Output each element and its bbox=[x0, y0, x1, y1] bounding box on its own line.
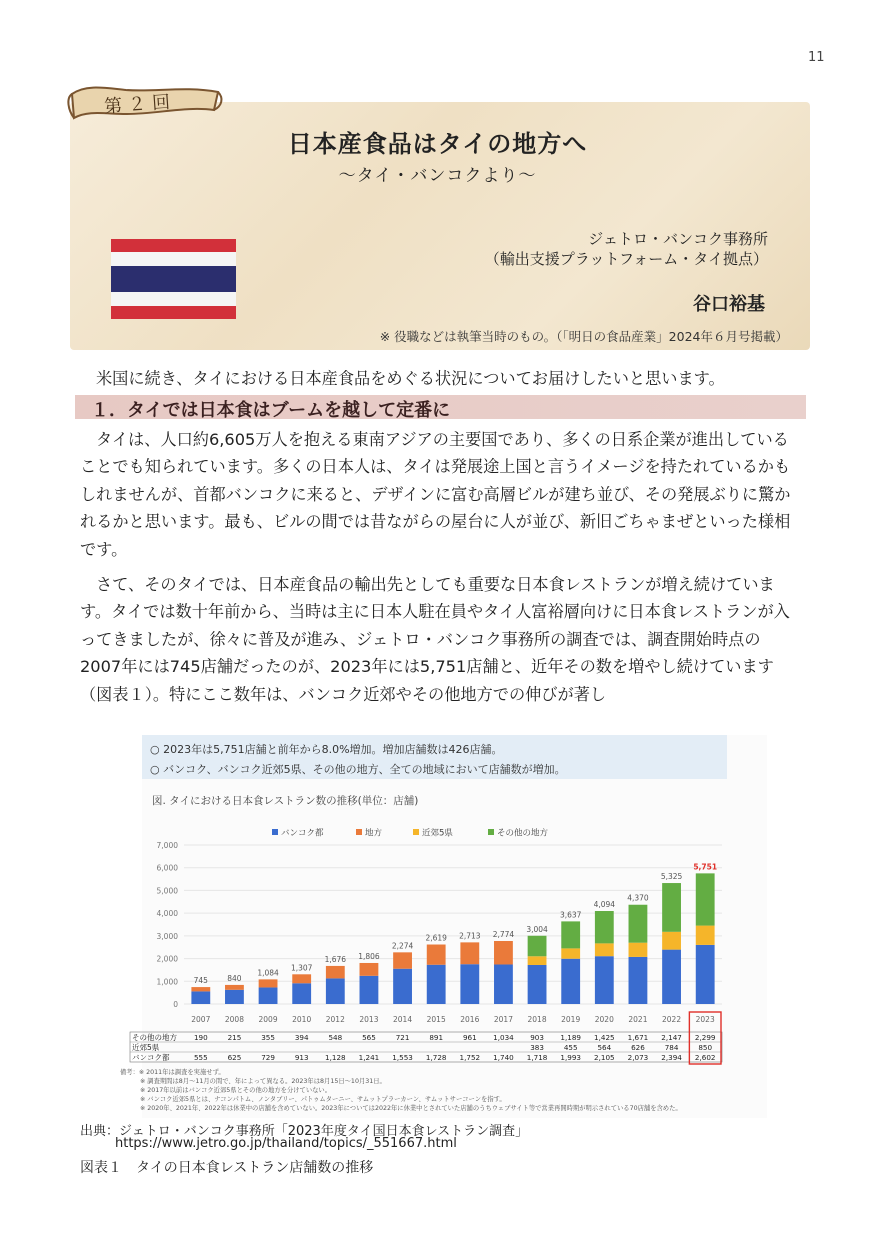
legend-label: 地方 bbox=[365, 828, 383, 839]
bar-segment bbox=[662, 883, 681, 932]
legend-label: バンコク都 bbox=[281, 828, 324, 839]
data-table-cell: 626 bbox=[631, 1043, 645, 1052]
legend-swatch bbox=[488, 829, 494, 835]
thailand-flag-icon bbox=[111, 239, 236, 319]
bar-segment bbox=[225, 990, 244, 1004]
bar-segment bbox=[528, 936, 547, 957]
x-tick-label: 2018 bbox=[527, 1015, 547, 1024]
data-table-cell: 1,034 bbox=[493, 1033, 514, 1042]
figure-note: ※ バンコク近郊5県とは、ナコンパトム、ノンタブリー、パトゥムターニー、サムットプラーカーン、サムットサーコーンを指す。 bbox=[140, 1096, 506, 1103]
x-tick-label: 2014 bbox=[393, 1015, 413, 1024]
bar-segment bbox=[326, 978, 345, 1004]
y-tick-label: 1,000 bbox=[156, 977, 178, 987]
bar-total-label: 1,307 bbox=[290, 963, 313, 973]
data-table-cell: 190 bbox=[193, 1033, 208, 1042]
x-tick-label: 2009 bbox=[258, 1015, 278, 1024]
y-tick-label: 0 bbox=[173, 1000, 178, 1009]
bar-segment bbox=[629, 957, 648, 1004]
bar-segment bbox=[225, 985, 244, 990]
bar-segment bbox=[326, 966, 345, 978]
data-table-cell: 1,718 bbox=[526, 1053, 548, 1062]
bar-total-label: 3,004 bbox=[526, 924, 548, 934]
x-tick-label: 2007 bbox=[191, 1015, 211, 1024]
bar-total-label: 745 bbox=[193, 976, 208, 986]
bar-segment bbox=[662, 932, 681, 950]
figure-note: ※ 2020年、2021年、2022年は休業中の店舗を含めていない。2023年については2022年に休業中とされていた店舗のうちウェブサイト等で営業再開時期が明示されている70店舗を含めた。 bbox=[140, 1105, 682, 1112]
episode-label: 第２回 bbox=[103, 91, 177, 118]
section-heading-bar bbox=[75, 395, 806, 419]
bar-segment bbox=[292, 974, 311, 983]
bar-segment bbox=[360, 963, 379, 976]
data-table-cell: 2,299 bbox=[694, 1033, 716, 1042]
legend-label: その他の地方 bbox=[497, 828, 549, 839]
data-table-cell: 1,553 bbox=[392, 1053, 413, 1062]
y-tick-label: 2,000 bbox=[156, 954, 178, 964]
bar-segment bbox=[595, 943, 614, 956]
x-tick-label: 2008 bbox=[224, 1015, 244, 1024]
publication-note: ※ 役職などは執筆当時のもの。（「明日の食品産業」2024年６月号掲載） bbox=[379, 329, 788, 344]
data-table-cell: 455 bbox=[563, 1043, 578, 1052]
data-table-cell: 1,189 bbox=[560, 1033, 581, 1042]
figure-summary-2: ○ バンコク、バンコク近郊5県、その他の地方、全ての地域において店舗数が増加。 bbox=[150, 763, 566, 776]
x-tick-label: 2016 bbox=[460, 1015, 480, 1024]
bar-total-label: 2,619 bbox=[425, 933, 447, 943]
bar-total-label: 1,084 bbox=[257, 968, 279, 978]
bar-total-label: 2,713 bbox=[459, 931, 481, 941]
bar-segment bbox=[259, 987, 278, 1004]
data-table-cell: 729 bbox=[261, 1053, 275, 1062]
data-table-cell: 2,105 bbox=[594, 1053, 615, 1062]
bar-segment bbox=[561, 959, 580, 1004]
figure-1 bbox=[120, 735, 767, 1118]
bar-total-label: 4,094 bbox=[593, 900, 616, 910]
data-table-cell: 564 bbox=[597, 1043, 612, 1052]
bar-segment bbox=[360, 976, 379, 1004]
figure-inner-title: 図. タイにおける日本食レストラン数の推移(単位：店舗) bbox=[152, 795, 419, 807]
y-tick-label: 4,000 bbox=[156, 909, 178, 919]
x-tick-label: 2015 bbox=[426, 1015, 446, 1024]
x-tick-label: 2017 bbox=[493, 1015, 513, 1024]
bar-total-label: 5,751 bbox=[693, 862, 718, 872]
y-tick-label: 3,000 bbox=[156, 931, 178, 941]
y-tick-label: 7,000 bbox=[156, 841, 178, 850]
data-table-cell: 913 bbox=[294, 1053, 309, 1062]
data-table-cell: 2,602 bbox=[694, 1053, 716, 1062]
data-table-cell: 1,728 bbox=[425, 1053, 447, 1062]
bar-segment bbox=[460, 964, 479, 1004]
bar-segment bbox=[561, 948, 580, 958]
x-tick-label: 2012 bbox=[325, 1015, 345, 1024]
bar-segment bbox=[393, 952, 412, 968]
organization-name: ジェトロ・バンコク事務所 bbox=[588, 230, 768, 248]
y-tick-label: 5,000 bbox=[156, 886, 178, 896]
page-number: 11 bbox=[808, 50, 825, 65]
data-table-cell: 394 bbox=[294, 1033, 309, 1042]
bar-segment bbox=[595, 911, 614, 943]
author-name: 谷口裕基 bbox=[693, 294, 765, 315]
data-table-cell: 215 bbox=[227, 1033, 242, 1042]
bar-total-label: 2,274 bbox=[391, 941, 414, 951]
bar-segment bbox=[191, 991, 210, 1004]
article-subtitle: ～タイ・バンコクより～ bbox=[338, 166, 537, 186]
bar-segment bbox=[393, 969, 412, 1004]
bar-segment bbox=[696, 873, 715, 925]
legend-swatch bbox=[272, 829, 278, 835]
data-table-cell: 1,241 bbox=[358, 1053, 380, 1062]
x-tick-label: 2010 bbox=[292, 1015, 312, 1024]
paragraph-1: タイは、人口約6,605万人を抱える東南アジアの主要国であり、多くの日系企業が進出していることでも知られています。多くの日本人は、タイは発展途上国と言うイメージを持たれているかもしれませんが、首都バンコクに来ると、デザインに富む高層ビルが建ち並び、その発展ぶりに驚かれるかと思います。最も、ビルの間では昔ながらの屋台に人が並び、新旧ごちゃまぜといった様相です。 bbox=[80, 430, 791, 559]
data-table-cell: 721 bbox=[395, 1033, 410, 1042]
data-table-cell: 850 bbox=[698, 1043, 713, 1052]
data-table-cell: 1,671 bbox=[627, 1033, 649, 1042]
bar-segment bbox=[528, 965, 547, 1004]
figure-summary-1: ○ 2023年は5,751店舗と前年から8.0%増加。増加店舗数は426店舗。 bbox=[150, 743, 503, 756]
x-tick-label: 2022 bbox=[662, 1015, 682, 1024]
data-table-cell: 1,740 bbox=[493, 1053, 514, 1062]
bar-segment bbox=[662, 950, 681, 1004]
bar-segment bbox=[629, 905, 648, 943]
data-table-cell: 383 bbox=[530, 1043, 544, 1052]
data-table-cell: 961 bbox=[462, 1033, 477, 1042]
legend-label: 近郊5県 bbox=[422, 828, 453, 839]
x-tick-label: 2023 bbox=[695, 1015, 715, 1024]
bar-total-label: 840 bbox=[227, 973, 242, 983]
source-citation: 出典：ジェトロ・バンコク事務所「2023年度タイ国日本食レストラン調査」 bbox=[80, 1124, 529, 1139]
bar-segment bbox=[629, 943, 648, 957]
bar-segment bbox=[427, 965, 446, 1004]
bar-total-label: 1,806 bbox=[358, 951, 380, 961]
article-title: 日本産食品はタイの地方へ bbox=[287, 130, 588, 158]
data-table-cell: 891 bbox=[429, 1033, 444, 1042]
data-table-cell: 625 bbox=[227, 1053, 242, 1062]
bar-segment bbox=[595, 956, 614, 1004]
paragraph-2: さて、そのタイでは、日本産食品の輸出先としても重要な日本食レストランが増え続けています。タイでは数十年前から、当時は主に日本人駐在員やタイ人富裕層向けに日本食レストランが入ってきましたが、徐々に普及が進み、ジェトロ・バンコク事務所の調査では、調査開始時点の2007年には745店舗だったのが、2023年には5,751店舗と、近年その数を増やし続けています（図表１）。特にここ数年は、バンコク近郊やその他地方での伸びが著し bbox=[80, 575, 790, 704]
x-tick-label: 2021 bbox=[628, 1015, 648, 1024]
data-table-cell: 903 bbox=[530, 1033, 544, 1042]
data-table-cell: 1,993 bbox=[560, 1053, 581, 1062]
data-table-cell: 355 bbox=[261, 1033, 275, 1042]
figure-note: ※ 2017年以前はバンコク近郊5県とその他の地方を分けていない。 bbox=[140, 1087, 332, 1094]
data-table-cell: 565 bbox=[362, 1033, 376, 1042]
data-table-row-label: バンコク都 bbox=[132, 1053, 170, 1062]
bar-segment bbox=[427, 945, 446, 965]
data-table-cell: 1,128 bbox=[325, 1053, 346, 1062]
y-tick-label: 6,000 bbox=[156, 863, 178, 873]
intro-paragraph: 米国に続き、タイにおける日本産食品をめぐる状況についてお届けしたいと思います。 bbox=[96, 369, 725, 388]
legend-swatch bbox=[413, 829, 419, 835]
bar-segment bbox=[528, 956, 547, 965]
bar-segment bbox=[292, 983, 311, 1004]
data-table-row-label: 近郊5県 bbox=[132, 1043, 160, 1052]
x-tick-label: 2020 bbox=[594, 1015, 614, 1024]
legend-swatch bbox=[356, 829, 362, 835]
data-table-cell: 2,073 bbox=[627, 1053, 649, 1062]
bar-total-label: 4,370 bbox=[627, 893, 649, 903]
bar-segment bbox=[259, 979, 278, 987]
data-table-cell: 2,394 bbox=[661, 1053, 682, 1062]
bar-segment bbox=[696, 945, 715, 1004]
bar-total-label: 2,774 bbox=[492, 929, 515, 939]
x-tick-label: 2013 bbox=[359, 1015, 379, 1024]
data-table-cell: 548 bbox=[328, 1033, 343, 1042]
section-heading: １．タイでは日本食はブームを越して定番に bbox=[91, 400, 451, 421]
figure-note: 備考：※ 2011年は調査を実施せず。 bbox=[120, 1069, 225, 1076]
bar-segment bbox=[460, 942, 479, 964]
data-table-cell: 555 bbox=[193, 1053, 208, 1062]
bar-total-label: 5,325 bbox=[660, 872, 683, 882]
episode-ribbon bbox=[66, 80, 226, 128]
data-table-cell: 784 bbox=[664, 1043, 679, 1052]
figure-note: ※ 調査期間は8月～11月の間で、年によって異なる。2023年は8月15日～10月31日。 bbox=[140, 1078, 386, 1085]
bar-segment bbox=[696, 926, 715, 945]
bar-chart bbox=[120, 735, 767, 1118]
data-table-cell: 2,147 bbox=[661, 1033, 682, 1042]
bar-total-label: 3,637 bbox=[559, 910, 582, 920]
bar-segment bbox=[494, 964, 513, 1004]
data-table-cell: 1,752 bbox=[459, 1053, 481, 1062]
source-url: https://www.jetro.go.jp/thailand/topics/_551667.html bbox=[115, 1136, 457, 1151]
bar-segment bbox=[191, 987, 210, 991]
bar-total-label: 1,676 bbox=[324, 954, 347, 964]
data-table-cell: 1,425 bbox=[594, 1033, 615, 1042]
figure-caption: 図表１ タイの日本食レストラン店舗数の推移 bbox=[80, 1160, 374, 1176]
bar-segment bbox=[494, 941, 513, 964]
bar-segment bbox=[561, 921, 580, 948]
data-table-row-label: その他の地方 bbox=[132, 1033, 177, 1042]
organization-subunit: （輸出支援プラットフォーム・タイ拠点） bbox=[484, 250, 768, 268]
x-tick-label: 2019 bbox=[561, 1015, 581, 1024]
